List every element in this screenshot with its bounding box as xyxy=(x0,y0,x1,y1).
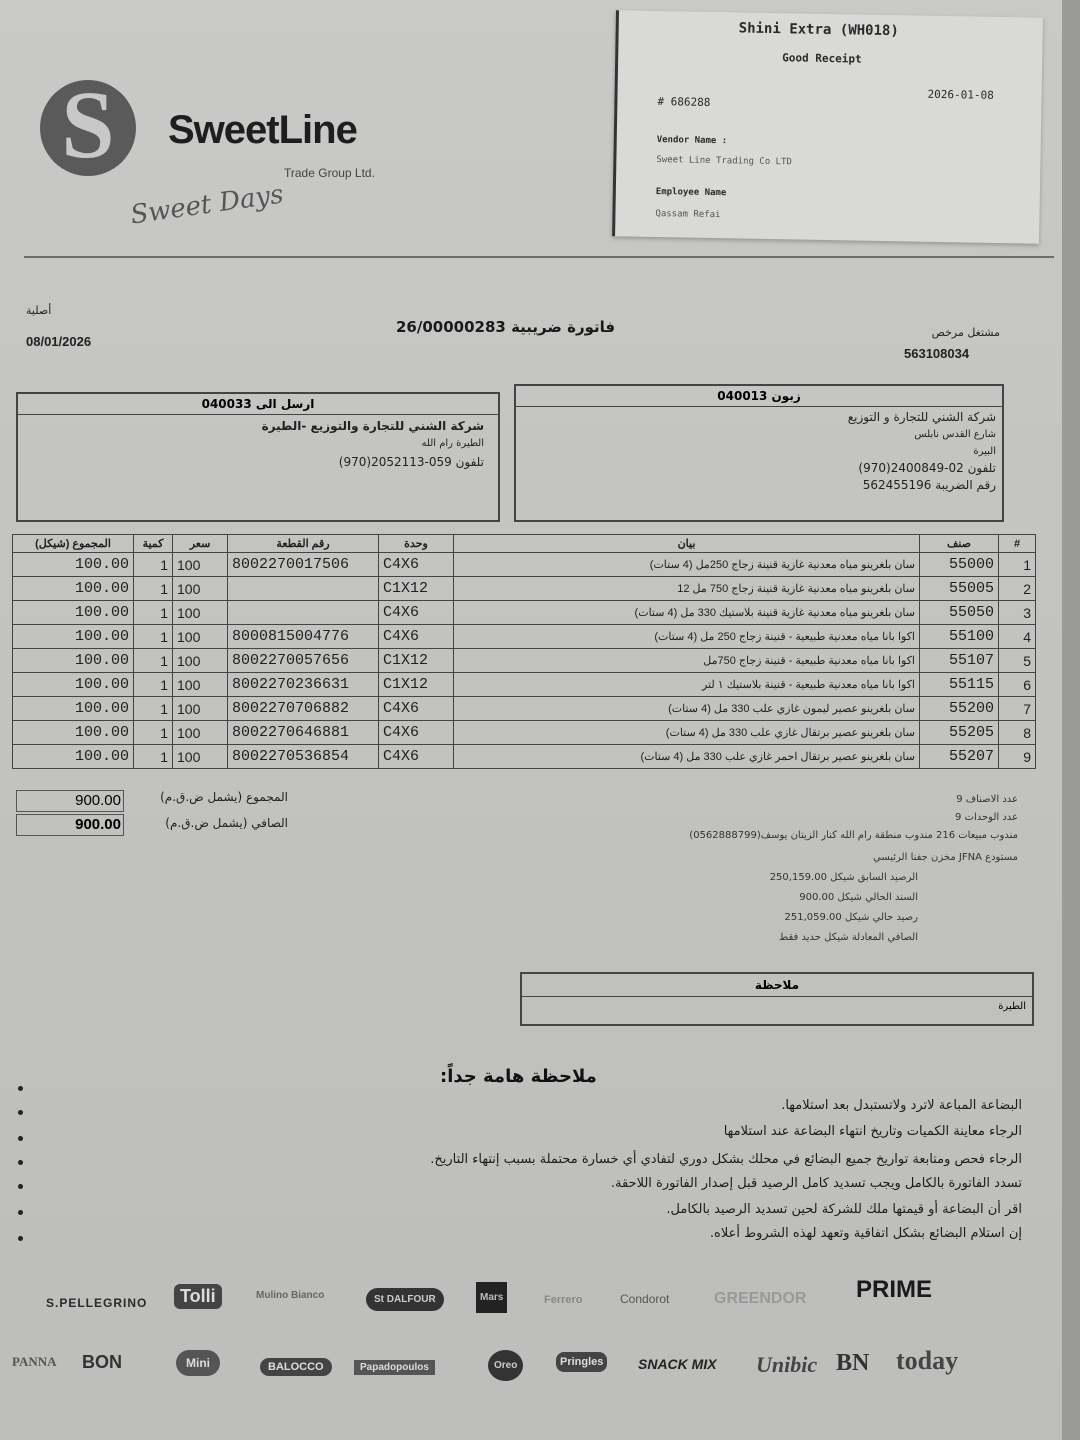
header-divider xyxy=(24,256,1054,258)
table-row xyxy=(13,601,1036,625)
receipt-vendor-label: Vendor Name : xyxy=(656,135,728,147)
brand-signature: Sweet Days xyxy=(128,179,286,231)
bullet-icon xyxy=(18,1184,23,1189)
table-row xyxy=(13,721,1036,745)
ship-to-line: تلفون 059-2052113(970) xyxy=(338,455,484,469)
good-receipt-slip xyxy=(612,10,1043,243)
notes-title: ملاحظة xyxy=(522,974,1032,997)
cell-total: 100.00 xyxy=(13,673,134,697)
cell-qty: 1 xyxy=(134,553,173,577)
brand-logo: Papadopoulos xyxy=(354,1360,435,1375)
brand-logo: GREENDOR xyxy=(714,1290,807,1307)
cell-part-no: 8002270236631 xyxy=(228,673,379,697)
col-item: صنف xyxy=(920,535,999,553)
cell-index: 5 xyxy=(999,649,1036,673)
cell-part-no xyxy=(228,601,379,625)
cell-description: اكوا بانا مياه معدنية طبيعية - قنينة زجاج 750مل xyxy=(454,649,920,673)
cell-qty: 1 xyxy=(134,649,173,673)
cell-index: 6 xyxy=(999,673,1036,697)
customer-line: البيرة xyxy=(973,446,996,457)
brand-logo: BN xyxy=(836,1350,870,1376)
important-line: اقر أن البضاعة أو قيمتها ملك للشركة لحين تسديد الرصيد بالكامل. xyxy=(666,1202,1022,1217)
cell-unit: C1X12 xyxy=(379,649,454,673)
important-line: تسدد الفاتورة بالكامل ويجب تسديد كامل الرصيد قبل إصدار الفاتورة اللاحقة. xyxy=(610,1176,1022,1191)
important-title: ملاحظة هامة جداً: xyxy=(440,1066,597,1087)
cell-item: 55100 xyxy=(920,625,999,649)
table-header-row xyxy=(13,535,1036,553)
receipt-employee-label: Employee Name xyxy=(655,187,727,199)
cell-unit: C1X12 xyxy=(379,673,454,697)
col-index: # xyxy=(999,535,1036,553)
brand-logo: SNACK MIX xyxy=(638,1356,717,1372)
cell-part-no: 8002270057656 xyxy=(228,649,379,673)
cell-total: 100.00 xyxy=(13,625,134,649)
cell-qty: 1 xyxy=(134,745,173,769)
cell-part-no: 8002270706882 xyxy=(228,697,379,721)
original-label: أصلية xyxy=(26,304,52,317)
doc-date: 08/01/2026 xyxy=(26,334,92,349)
cell-description: سان بلغرينو مياه معدنية غازية قنينة بلاستيك 330 مل (4 ستات) xyxy=(454,601,920,625)
cell-total: 100.00 xyxy=(13,649,134,673)
brand-logo: BON xyxy=(82,1352,122,1372)
brand-name: SweetLine xyxy=(168,108,357,152)
bullet-icon xyxy=(18,1236,23,1241)
cell-price: 100 xyxy=(173,553,228,577)
brand-subtitle: Trade Group Ltd. xyxy=(284,166,375,180)
cell-description: سان بلغرينو مياه معدنية غازية قنينة زجاج 250مل (4 ستات) xyxy=(454,553,920,577)
total-value: 900.00 xyxy=(16,790,124,812)
cell-index: 3 xyxy=(999,601,1036,625)
cell-description: سان بلغرينو عصير ليمون غازي علب 330 مل (4 ستات) xyxy=(454,697,920,721)
summary-warehouse: مستودع JFNA مخزن جفنا الرئيسي xyxy=(872,852,1018,863)
cell-unit: C4X6 xyxy=(379,601,454,625)
cell-item: 55205 xyxy=(920,721,999,745)
brand-logo: PRIME xyxy=(856,1276,933,1303)
cell-index: 8 xyxy=(999,721,1036,745)
cell-index: 9 xyxy=(999,745,1036,769)
brand-logo: Tolli xyxy=(174,1284,222,1309)
table-row xyxy=(13,625,1036,649)
summary-prev-balance: الرصيد السابق شيكل 250,159.00 xyxy=(769,872,918,883)
cell-total: 100.00 xyxy=(13,745,134,769)
summary-current: السند الحالي شيكل 900.00 xyxy=(799,892,918,903)
important-line: الرجاء معاينة الكميات وتاريخ انتهاء البضاعة عند استلامها xyxy=(723,1124,1022,1139)
table-row xyxy=(13,697,1036,721)
bullet-icon xyxy=(18,1136,23,1141)
cell-qty: 1 xyxy=(134,601,173,625)
table-row xyxy=(13,577,1036,601)
cell-index: 4 xyxy=(999,625,1036,649)
ship-to-title: ارسل الى 040033 xyxy=(18,394,498,415)
brand-logo: St DALFOUR xyxy=(366,1288,444,1311)
brand-logo: BALOCCO xyxy=(260,1358,332,1376)
receipt-title: Shini Extra (WH018) xyxy=(738,20,899,40)
brand-logo: today xyxy=(896,1346,959,1375)
cell-item: 55050 xyxy=(920,601,999,625)
cell-description: اكوا بانا مياه معدنية طبيعية - قنينة بلاستيك ١ لتر xyxy=(454,673,920,697)
cell-part-no: 8002270646881 xyxy=(228,721,379,745)
important-line: إن استلام البضائع بشكل اتفاقية وتعهد لهذه الشروط أعلاه. xyxy=(709,1226,1022,1241)
cell-part-no: 8002270017506 xyxy=(228,553,379,577)
cell-index: 2 xyxy=(999,577,1036,601)
cell-qty: 1 xyxy=(134,697,173,721)
licensed-number: 563108034 xyxy=(904,346,970,361)
cell-description: سان بلغرينو مياه معدنية غازية قنينة زجاج 750 مل 12 xyxy=(454,577,920,601)
licensed-label: مشتغل مرخص xyxy=(931,326,1000,339)
notes-value: الطيرة xyxy=(998,1001,1026,1012)
receipt-vendor-value: Sweet Line Trading Co LTD xyxy=(656,155,792,168)
bullet-icon xyxy=(18,1110,23,1115)
brand-logo: Mulino Bianco xyxy=(256,1290,325,1301)
receipt-number: # 686288 xyxy=(657,95,711,109)
cell-price: 100 xyxy=(173,673,228,697)
brand-logo: Condorot xyxy=(620,1292,670,1306)
cell-index: 7 xyxy=(999,697,1036,721)
cell-qty: 1 xyxy=(134,673,173,697)
summary-balance: رصيد حالي شيكل 251,059.00 xyxy=(784,912,918,923)
col-unit: وحدة xyxy=(379,535,454,553)
summary-rep: مندوب مبيعات 216 مندوب منطقة رام الله كنار الزيتان يوسف(0562888799) xyxy=(689,830,1018,841)
summary-items-count: عدد الاصناف 9 xyxy=(956,794,1018,805)
cell-price: 100 xyxy=(173,649,228,673)
receipt-date: 2026-01-08 xyxy=(927,87,994,102)
cell-price: 100 xyxy=(173,721,228,745)
cell-unit: C4X6 xyxy=(379,697,454,721)
ship-to-line: الطيرة رام الله xyxy=(421,438,484,449)
important-line: البضاعة المباعة لاترد ولاتستبدل بعد استلامها. xyxy=(781,1098,1022,1113)
cell-description: سان بلغرينو عصير برتقال غازي علب 330 مل (4 ستات) xyxy=(454,721,920,745)
table-row xyxy=(13,649,1036,673)
customer-line: تلفون 02-2400849(970) xyxy=(858,461,996,475)
cell-item: 55107 xyxy=(920,649,999,673)
cell-part-no xyxy=(228,577,379,601)
receipt-subtitle: Good Receipt xyxy=(782,51,862,66)
cell-item: 55115 xyxy=(920,673,999,697)
col-qty: كمية xyxy=(134,535,173,553)
table-row xyxy=(13,673,1036,697)
customer-line: رقم الضريبة 562455196 xyxy=(862,478,996,492)
notes-box xyxy=(520,972,1034,1026)
cell-qty: 1 xyxy=(134,625,173,649)
brand-logo: Mars xyxy=(476,1282,507,1313)
table-row xyxy=(13,553,1036,577)
total-label: المجموع (يشمل ض.ق.م) xyxy=(160,790,288,804)
bullet-icon xyxy=(18,1160,23,1165)
col-part-no: رقم القطعة xyxy=(228,535,379,553)
receipt-employee-value: Qassam Refai xyxy=(655,209,721,221)
summary-net: الصافي المعادلة شيكل حديد فقط xyxy=(779,932,918,943)
cell-price: 100 xyxy=(173,601,228,625)
customer-box xyxy=(514,384,1004,522)
table-row xyxy=(13,745,1036,769)
cell-item: 55005 xyxy=(920,577,999,601)
cell-item: 55200 xyxy=(920,697,999,721)
brand-logo: PANNA xyxy=(12,1354,57,1369)
customer-line: شارع القدس نابلس xyxy=(914,429,996,440)
ship-to-lines xyxy=(18,415,498,473)
cell-item: 55000 xyxy=(920,553,999,577)
cell-price: 100 xyxy=(173,697,228,721)
cell-item: 55207 xyxy=(920,745,999,769)
brand-logo: Mini xyxy=(176,1350,220,1376)
cell-qty: 1 xyxy=(134,721,173,745)
brand-logo: S.PELLEGRINO xyxy=(46,1296,148,1310)
cell-description: اكوا بانا مياه معدنية طبيعية - قنينة زجاج 250 مل (4 ستات) xyxy=(454,625,920,649)
customer-line: شركة الشني للتجارة و التوزيع xyxy=(847,410,996,424)
net-value: 900.00 xyxy=(16,814,124,836)
cell-total: 100.00 xyxy=(13,697,134,721)
cell-total: 100.00 xyxy=(13,721,134,745)
col-price: سعر xyxy=(173,535,228,553)
brand-logo: Oreo xyxy=(488,1350,523,1381)
summary-units-count: عدد الوحدات 9 xyxy=(954,812,1018,823)
cell-total: 100.00 xyxy=(13,577,134,601)
cell-description: سان بلغرينو عصير برتقال احمر غازي علب 330 مل (4 ستات) xyxy=(454,745,920,769)
cell-part-no: 8002270536854 xyxy=(228,745,379,769)
cell-index: 1 xyxy=(999,553,1036,577)
items-table xyxy=(12,534,1036,769)
important-line: الرجاء فحص ومتابعة تواريخ جميع البضائع في محلك بشكل دوري لتفادي أي خسارة محتملة بسبب إنتهاء التاريخ. xyxy=(430,1152,1022,1167)
logo-s-icon: S xyxy=(61,71,115,178)
cell-price: 100 xyxy=(173,745,228,769)
customer-lines xyxy=(516,407,1002,496)
cell-unit: C4X6 xyxy=(379,553,454,577)
cell-qty: 1 xyxy=(134,577,173,601)
cell-total: 100.00 xyxy=(13,601,134,625)
cell-unit: C1X12 xyxy=(379,577,454,601)
doc-title: فاتورة ضريبية 26/00000283 xyxy=(396,318,616,336)
cell-unit: C4X6 xyxy=(379,625,454,649)
cell-unit: C4X6 xyxy=(379,721,454,745)
cell-price: 100 xyxy=(173,625,228,649)
ship-to-line: شركة الشني للتجارة والتوزيع -الطيرة xyxy=(261,419,484,433)
cell-part-no: 8000815004776 xyxy=(228,625,379,649)
brand-logo: Unibic xyxy=(756,1352,818,1377)
col-description: بيان xyxy=(454,535,920,553)
col-total: المجموع (شيكل) xyxy=(13,535,134,553)
net-label: الصافي (يشمل ض.ق.م) xyxy=(165,816,288,830)
cell-total: 100.00 xyxy=(13,553,134,577)
ship-to-box xyxy=(16,392,500,522)
brand-logo: Pringles xyxy=(556,1352,607,1372)
cell-unit: C4X6 xyxy=(379,745,454,769)
brand-logo: Ferrero xyxy=(544,1294,583,1306)
cell-price: 100 xyxy=(173,577,228,601)
customer-title: زبون 040013 xyxy=(516,386,1002,407)
bullet-icon xyxy=(18,1210,23,1215)
bullet-icon xyxy=(18,1086,23,1091)
